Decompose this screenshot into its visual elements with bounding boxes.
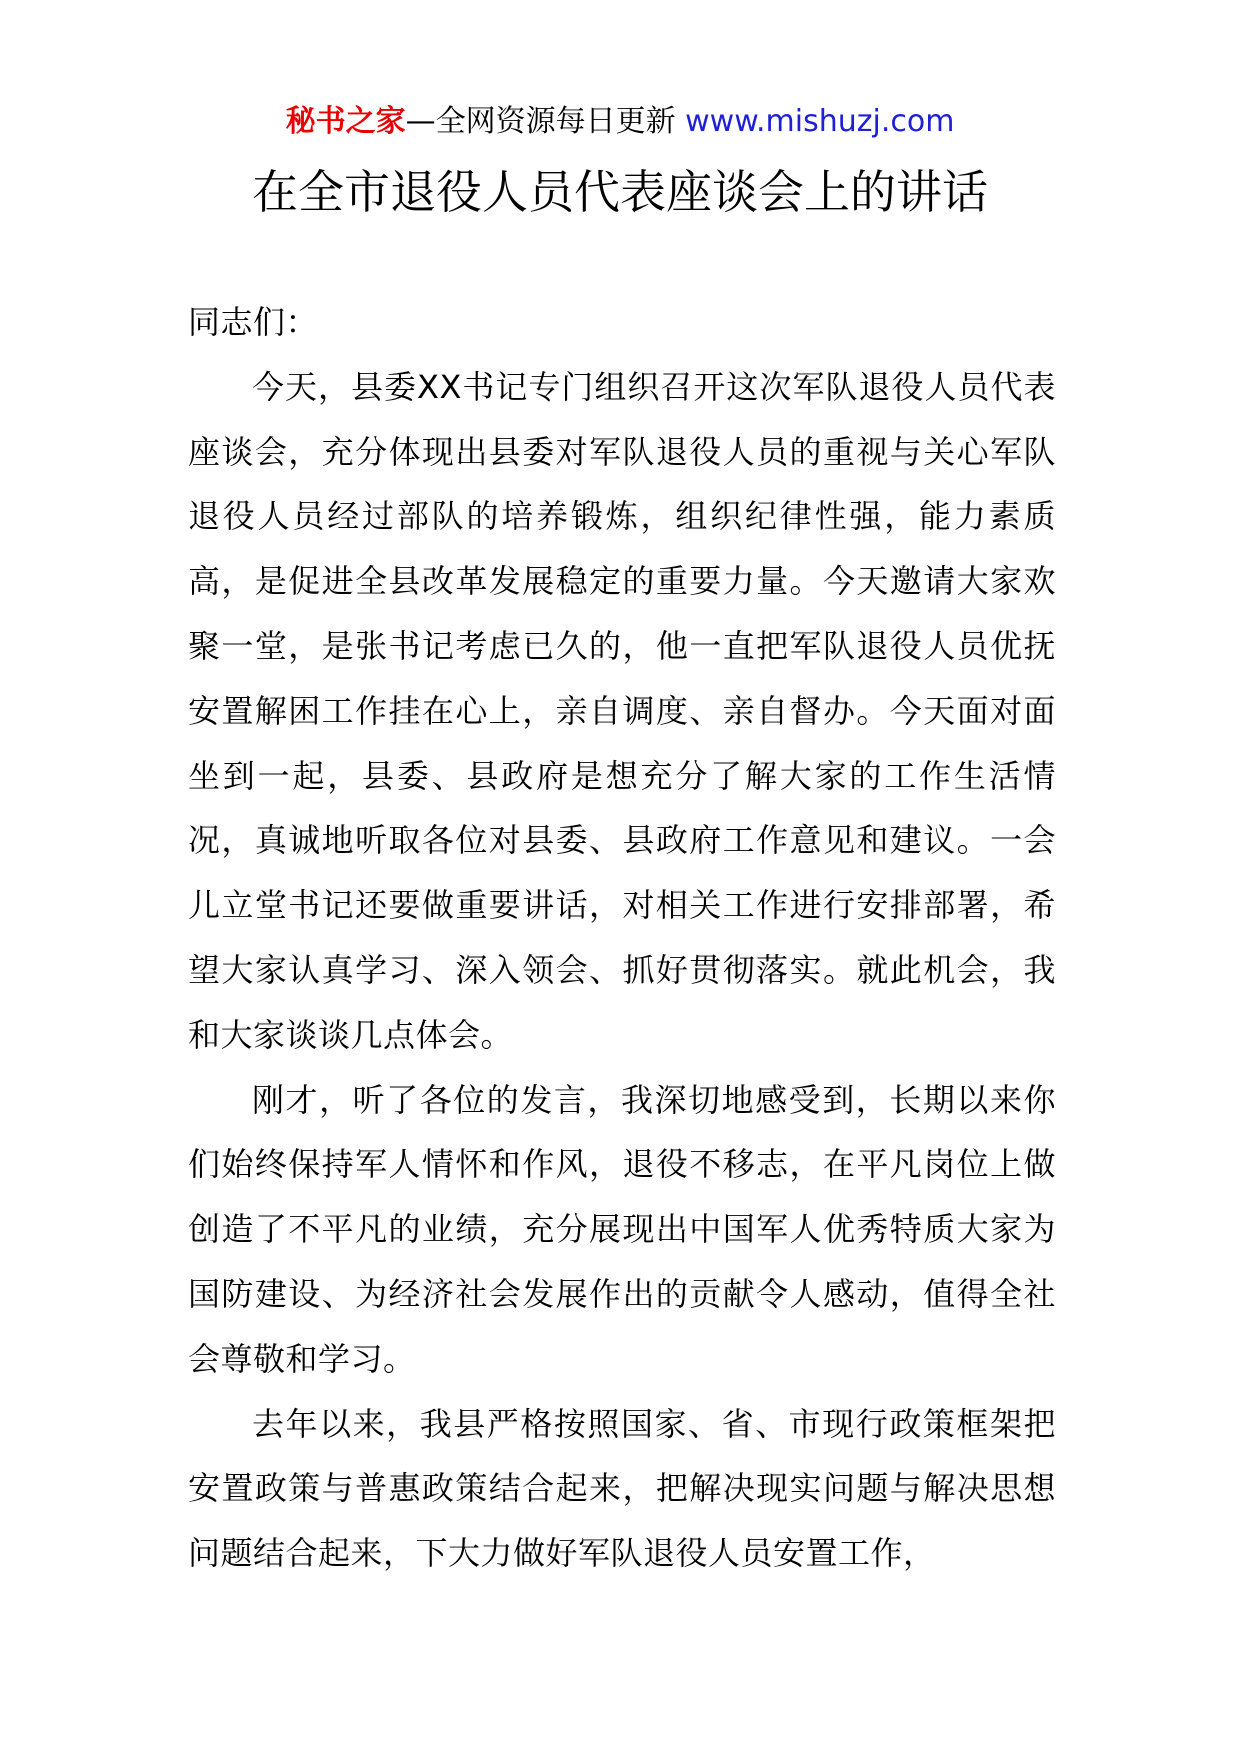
- paragraph-2: 刚才，听了各位的发言，我深切地感受到，长期以来你们始终保持军人情怀和作风，退役不移志，在平凡岗位上做创造了不平凡的业绩，充分展现出中国军人优秀特质大家为国防建设、为经济社会发展作出的贡献令人感动，值得全社会尊敬和学习。: [188, 1080, 1056, 1378]
- brand-name: 秘书之家: [285, 104, 406, 139]
- site-url-link[interactable]: www.mishuzj.com: [685, 104, 955, 139]
- banner-tagline: —全网资源每日更新: [405, 104, 686, 139]
- paragraph-3: 去年以来，我县严格按照国家、省、市现行政策框架把安置政策与普惠政策结合起来，把解决现实问题与解决思想问题结合起来，下大力做好军队退役人员安置工作，: [188, 1404, 1056, 1573]
- site-banner: [0, 100, 1240, 144]
- salutation: 同志们：: [188, 303, 319, 341]
- document-body: [188, 290, 1056, 1586]
- paragraph-1: 今天，县委XX书记专门组织召开这次军队退役人员代表座谈会，充分体现出县委对军队退役人员的重视与关心军队退役人员经过部队的培养锻炼，组织纪律性强，能力素质高，是促进全县改革发展稳定的重要力量。今天邀请大家欢聚一堂，是张书记考虑已久的，他一直把军队退役人员优抚安置解困工作挂在心上，亲自调度、亲自督办。今天面对面坐到一起，县委、县政府是想充分了解大家的工作生活情况，真诚地听取各位对县委、县政府工作意见和建议。一会儿立堂书记还要做重要讲话，对相关工作进行安排部署，希望大家认真学习、深入领会、抓好贯彻落实。就此机会，我和大家谈谈几点体会。: [188, 367, 1056, 1054]
- document-title: 在全市退役人员代表座谈会上的讲话: [252, 165, 988, 219]
